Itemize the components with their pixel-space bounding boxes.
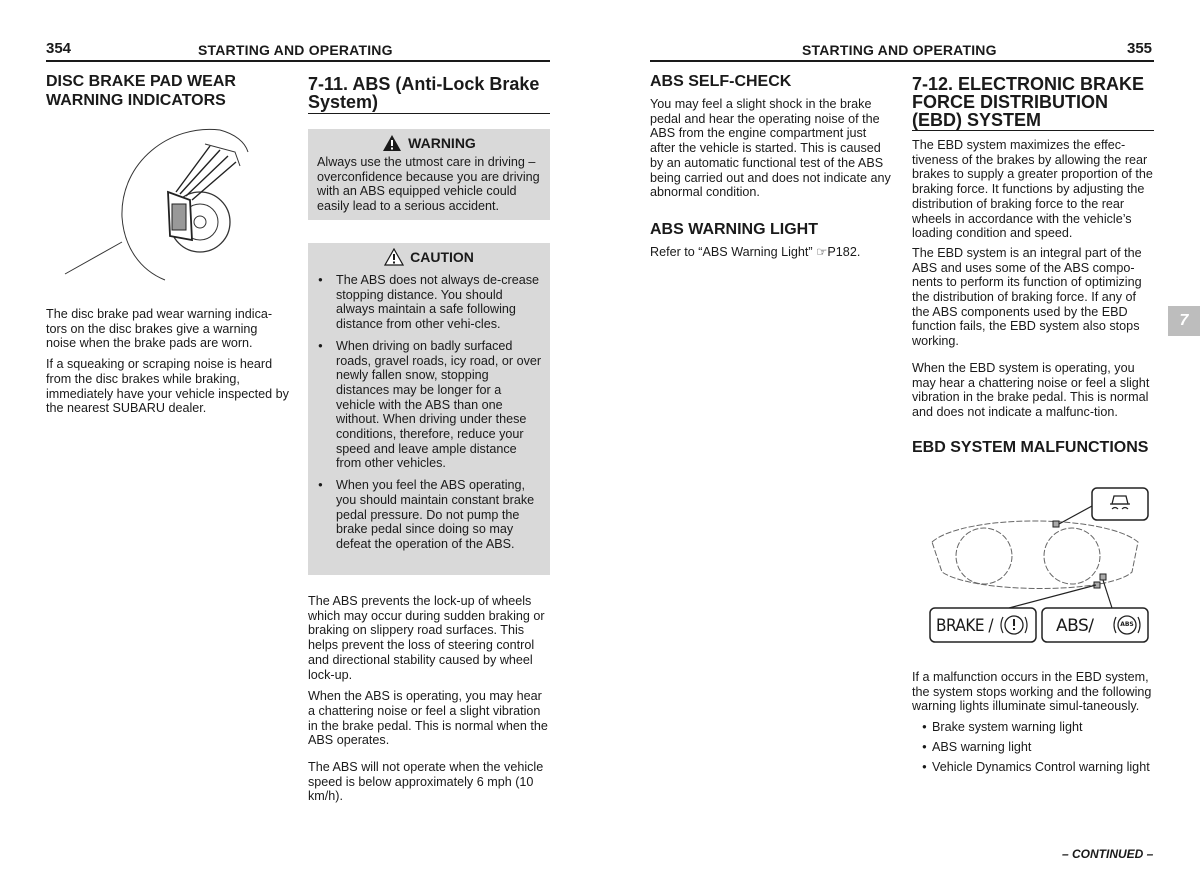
warning-title: WARNING xyxy=(408,135,476,151)
continued-label: – CONTINUED – xyxy=(1062,847,1154,861)
caution-title-row xyxy=(308,248,550,266)
abs-section-heading-wrap xyxy=(308,75,550,111)
section-tab: 7 xyxy=(1168,306,1200,336)
warning-light-item: ● Brake system warning light xyxy=(912,720,1156,735)
right-header-rule xyxy=(650,60,1154,62)
abs-self-check-section xyxy=(650,72,894,260)
ebd-para2: The EBD system is an integral part of the ABS and uses some of the ABS compo-nents to perform its function of optimizing the distribution of braking force. If any of the ABS components used by the EBD function fails, the EBD system also stops working. xyxy=(912,245,1142,349)
ebd-malfunctions-heading: EBD SYSTEM MALFUNCTIONS xyxy=(912,438,1149,456)
left-page-number: 354 xyxy=(46,40,72,57)
caution-triangle-icon xyxy=(384,248,404,266)
ebd-malfunctions-para: If a malfunction occurs in the EBD system, the system stops working and the following warning lights illuminate simul-taneously. xyxy=(912,670,1152,714)
ebd-para1: The EBD system maximizes the effec-tiveness of the brakes by allowing the rear brakes to supply a greater proportion of the braking force. It functions by adjusting the distribution of braking force to the rear wheels in accordance with the vehicle’s loading condition and speed. xyxy=(912,138,1153,241)
abs-heading-rule xyxy=(308,113,550,114)
right-running-head: STARTING AND OPERATING xyxy=(802,42,997,58)
caution-item: ● When driving on badly surfaced roads, gravel roads, icy road, or over newly fallen snow, stopping distances may be longer for a vehicle with the ABS than one without. When driving under these conditions, therefore, reduce your speed and leave ample distance from other vehicles. xyxy=(308,339,542,471)
abs-para3: The ABS will not operate when the vehicle speed is below approximately 6 mph (10 km/h). xyxy=(308,760,544,804)
abs-para1: The ABS prevents the lock-up of wheels which may occur during sudden braking or braking on slippery road surfaces. This helps prevent the loss of steering control and directional stability caused by wheel lock-up. xyxy=(308,594,545,682)
warning-title-row xyxy=(308,134,550,152)
ebd-heading xyxy=(912,75,1156,129)
ebd-heading-wrap xyxy=(912,75,1156,129)
warning-triangle-icon xyxy=(382,134,402,152)
warning-box xyxy=(308,129,550,220)
abs-body-text xyxy=(308,594,552,804)
caution-item: ● The ABS does not always de-crease stopping distance. You should always maintain a safe following distance from other vehi-cles. xyxy=(308,273,542,332)
caution-list xyxy=(308,273,550,552)
disc-brake-para1: The disc brake pad wear warning indica-tors on the disc brakes give a warning noise when the brake pads are worn. xyxy=(46,307,273,351)
warning-text: Always use the utmost care in driving – overconfidence because you are driving with an ABS equipped vehicle could easily lead to a serious accident. xyxy=(317,155,540,214)
disc-brake-para2: If a squeaking or scraping noise is heard from the disc brakes while braking, immediately have your vehicle inspected by the nearest SUBARU dealer. xyxy=(46,357,289,416)
caution-item: ● When you feel the ABS operating, you should maintain constant brake pedal pressure. Do not pump the brake pedal since doing so may defeat the operation of the ABS. xyxy=(308,478,542,552)
abs-icon-text: ABS xyxy=(1120,621,1134,628)
ebd-malfunctions-text xyxy=(912,670,1156,774)
caution-box xyxy=(308,243,550,575)
abs-warning-light-para: Refer to “ABS Warning Light” ☞P182. xyxy=(650,244,861,259)
abs-heading-line2: System) xyxy=(308,92,379,112)
left-running-head: STARTING AND OPERATING xyxy=(198,42,393,58)
abs-self-check-heading: ABS SELF-CHECK xyxy=(650,73,792,90)
abs-label: ABS/ xyxy=(1056,616,1094,636)
disc-brake-text xyxy=(46,307,290,416)
warning-lights-list xyxy=(912,720,1156,774)
right-page-number: 355 xyxy=(1127,40,1153,57)
ebd-heading-line2: FORCE DISTRIBUTION xyxy=(912,92,1108,112)
ebd-text xyxy=(912,138,1156,457)
ebd-heading-line1: 7-12. ELECTRONIC BRAKE xyxy=(912,74,1145,94)
warning-light-item: ● ABS warning light xyxy=(912,740,1156,755)
disc-brake-section xyxy=(46,72,290,110)
warning-light-item: ● Vehicle Dynamics Control warning light xyxy=(912,760,1156,775)
abs-self-check-para: You may feel a slight shock in the brake pedal and hear the operating noise of the ABS from the engine compartment just after the vehicle is started. This is caused by an automatic functional test of the ABS being carried out and does not indicate any abnormal condition. xyxy=(650,97,891,200)
ebd-heading-rule xyxy=(912,130,1154,131)
brake-label: BRAKE / xyxy=(936,616,994,636)
disc-brake-heading xyxy=(46,72,290,110)
abs-heading-line1: 7-11. ABS (Anti-Lock Brake xyxy=(308,74,540,94)
ebd-heading-line3: (EBD) SYSTEM xyxy=(912,110,1042,130)
disc-brake-heading-line2: WARNING INDICATORS xyxy=(46,92,226,109)
abs-section-heading xyxy=(308,75,550,111)
abs-warning-light-heading: ABS WARNING LIGHT xyxy=(650,220,818,238)
disc-brake-heading-line1: DISC BRAKE PAD WEAR xyxy=(46,73,236,90)
ebd-para3: When the EBD system is operating, you may hear a chattering noise or feel a slight vibration in the brake pedal. This is normal and does not indicate a malfunc-tion. xyxy=(912,360,1150,419)
caution-title: CAUTION xyxy=(410,249,474,265)
left-header-rule xyxy=(46,60,550,62)
abs-para2: When the ABS is operating, you may hear a chattering noise or feel a slight vibration in the brake pedal. This is normal when the ABS operates. xyxy=(308,689,548,748)
disc-brake-illustration xyxy=(60,122,250,282)
